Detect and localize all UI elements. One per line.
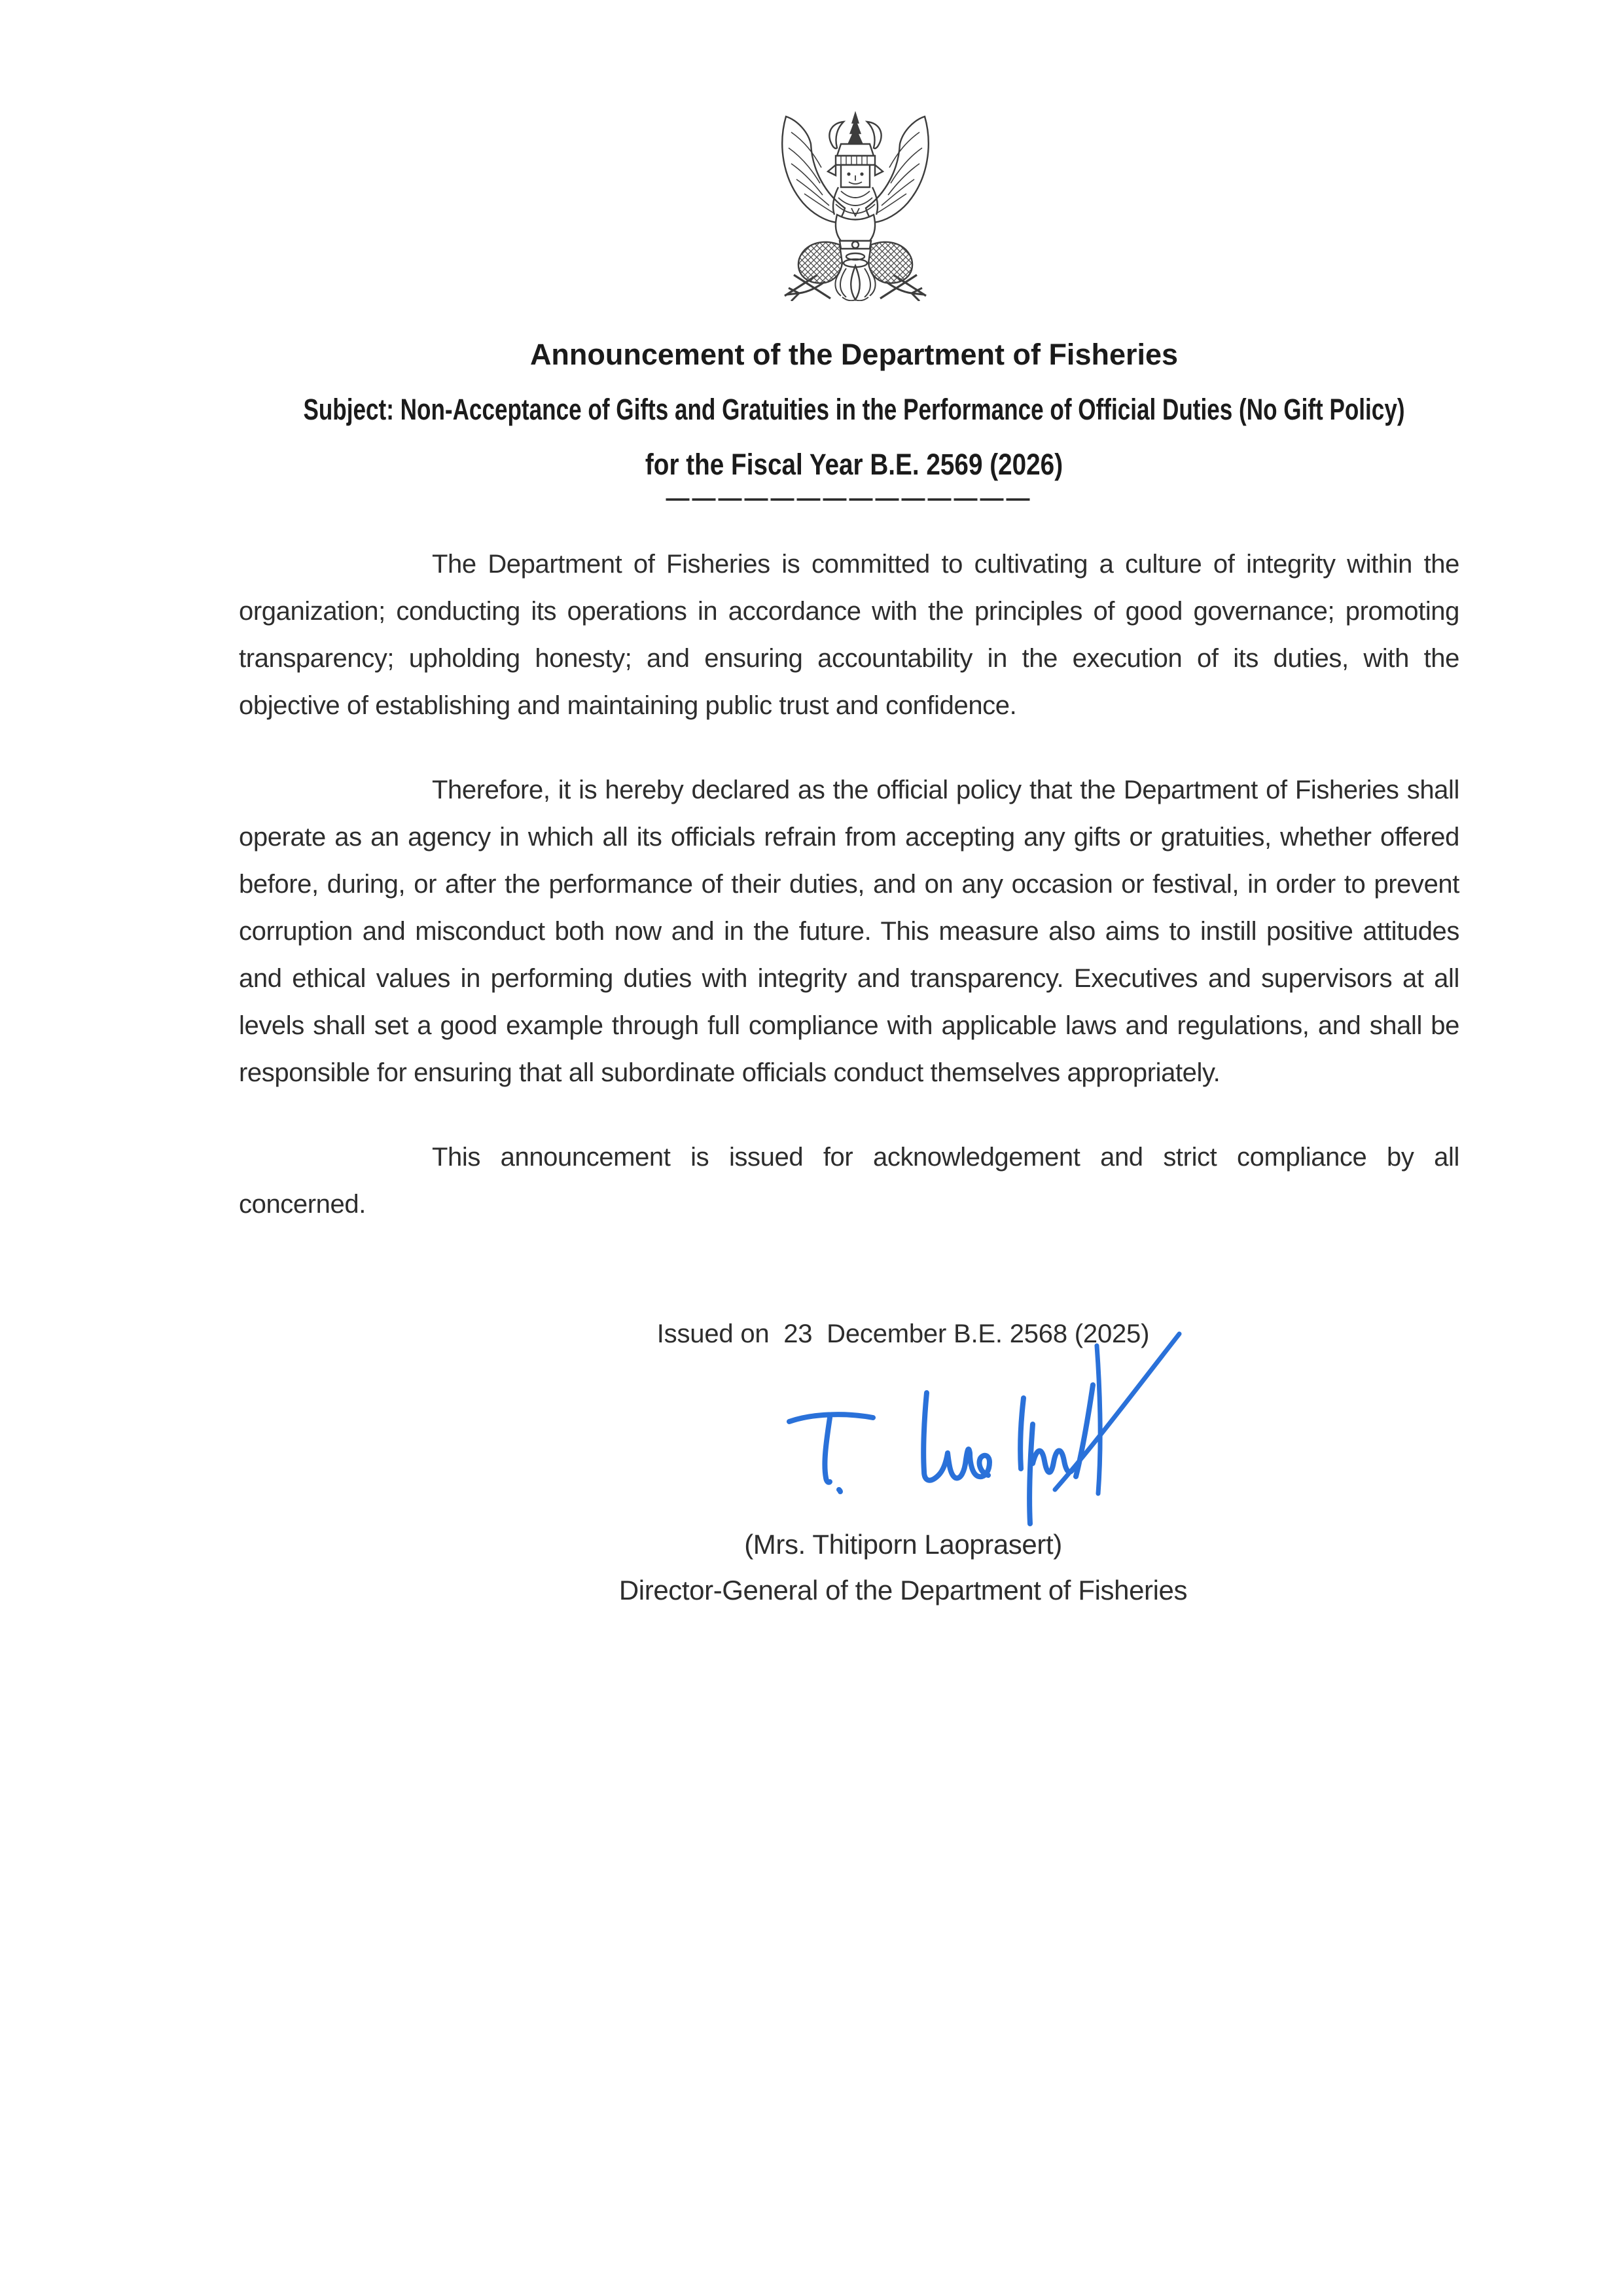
paragraph-policy-declaration: Therefore, it is hereby declared as the official policy that the Department of Fisheries shall operate as an agency in which all its officials refrain from accepting any gifts or gratuities, whether offered before, during, or after the performance of their duties, and on any occasion or festival, in order to prevent corruption and misconduct both now and in the future. This measure also aims to instill positive attitudes and ethical values in performing duties with integrity and transparency. Executives and supervisors at all levels shall set a good example through full compliance with applicable laws and regulations, and shall be responsible for ensuring that all subordinate officials conduct themselves appropriately.: [239, 776, 1459, 1087]
signature-handwriting: [753, 1322, 1198, 1532]
paragraph-commitment: The Department of Fisheries is committed to cultivating a culture of integrity within the organization; conducting its operations in accordance with the principles of good governance; promoting transparency; upholding honesty; and ensuring accountability in the execution of its duties, with the objective of establishing and maintaining public trust and confidence.: [239, 550, 1459, 720]
document-title: Announcement of the Department of Fisheries: [529, 338, 1179, 371]
garuda-emblem-icon: [776, 110, 935, 301]
issued-date-line: Issued on 23 December B.E. 2568 (2025): [656, 1319, 1150, 1348]
document-fiscal-year: for the Fiscal Year B.E. 2569 (2026): [645, 448, 1063, 481]
document-subject: Subject: Non-Acceptance of Gifts and Gratuities in the Performance of Official Duties (No Gift Policy): [303, 393, 1405, 426]
paragraph-compliance: This announcement is issued for acknowledgement and strict compliance by all concerned.: [239, 1143, 1459, 1219]
signer-name: (Mrs. Thitiporn Laoprasert): [744, 1529, 1062, 1560]
dashed-divider: ——————————————: [666, 484, 1033, 511]
signer-title: Director-General of the Department of Fisheries: [618, 1575, 1188, 1605]
document-body: [239, 541, 1459, 1265]
